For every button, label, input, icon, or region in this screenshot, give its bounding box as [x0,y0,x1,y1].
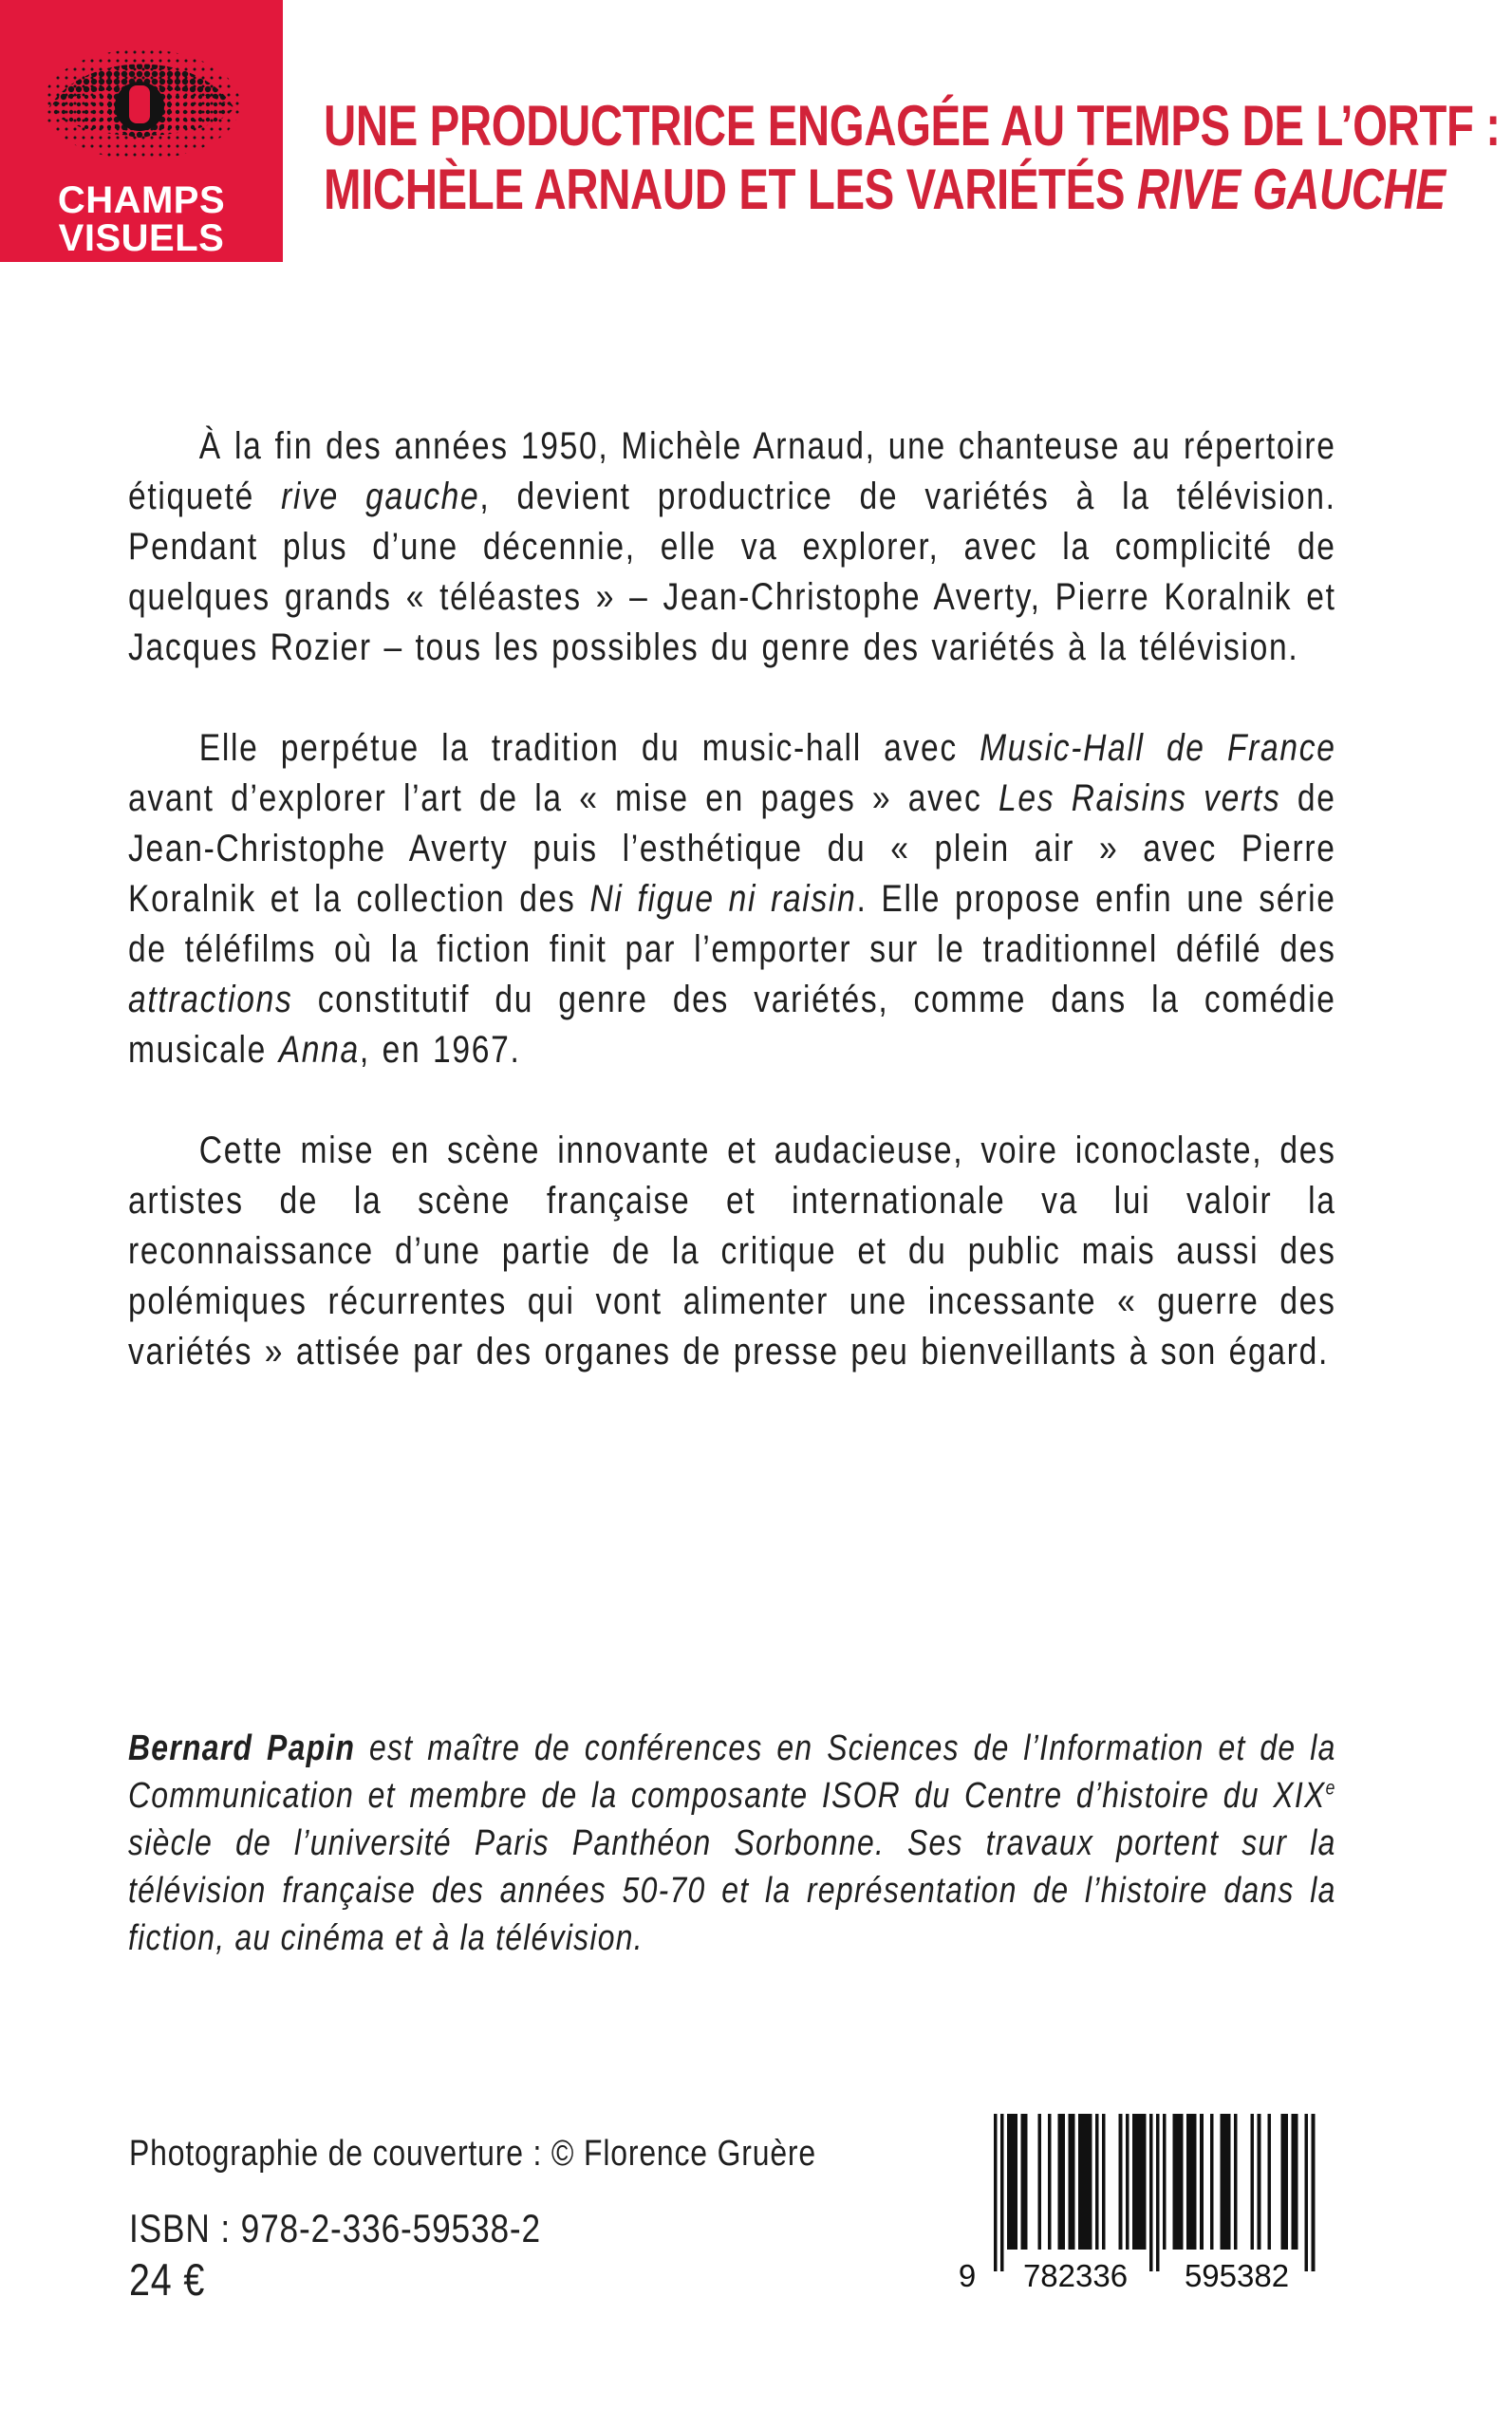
barcode-bar [1143,2114,1147,2250]
text-run: constitutif du genre des variétés, comme dans la comédie musicale [128,979,1336,1071]
text-run: Les Raisins verts [999,777,1281,819]
barcode-bar [1156,2114,1160,2271]
barcode-bar [1305,2114,1309,2271]
isbn: ISBN : 978-2-336-59538-2 [129,2206,541,2250]
text-run: À la fin des années 1950, Michèle Arnaud, une chanteuse au répertoire étiqueté [128,425,1336,517]
barcode-bar [1281,2114,1285,2250]
barcode-bar [1068,2114,1072,2250]
bio-text [128,1725,1336,1962]
text-run: XIX [1273,1776,1326,1816]
barcode-bar [1227,2114,1231,2250]
text-run: Cette mise en scène innovante et audacieuse, voire iconoclaste, des artistes de la scène française et internationale va lui valoir la reconnaissance d’une partie de la critique et du public mais aussi des polémiques récurrentes qui vont alimenter une incessante « guerre des variétés » attisée par des organes de presse peu bienveillants à son égard. [128,1130,1336,1373]
barcode-bar [1007,2114,1011,2250]
text-run: Ni figue ni raisin [589,878,857,920]
book-title [324,94,1501,221]
collection-name [0,181,283,257]
bio-author-name: Bernard Papin [128,1728,356,1768]
barcode-bar [1037,2114,1041,2250]
barcode-bar [1058,2114,1062,2250]
title-line1: UNE PRODUCTRICE ENGAGÉE AU TEMPS DE L’ORTF : [324,94,1501,158]
photo-credit: Photographie de couverture : © Florence Gruère [129,2134,816,2174]
barcode-bar [1149,2114,1153,2271]
barcode-bar [1221,2114,1224,2250]
barcode-bar [1180,2114,1184,2250]
barcode-digit-leading: 9 [958,2258,977,2290]
text-run: . Elle propose enfin une série de téléfilms où la fiction finit par l’emporter sur le traditionnel défilé des [128,878,1336,970]
barcode-bar [1000,2114,1004,2271]
barcode-bar [1284,2114,1288,2250]
barcode-bar [1163,2114,1167,2250]
barcode-bar [1200,2114,1204,2250]
title-line2 [324,158,1501,221]
barcode-bar [1126,2114,1129,2250]
synopsis-paragraph [128,421,1336,673]
barcode-bar [1061,2114,1065,2250]
barcode-bar [1048,2114,1052,2250]
synopsis-paragraph [128,1126,1336,1377]
barcode-bar [1234,2114,1238,2250]
text-run: Elle perpétue la tradition du music-hall avec [198,727,980,769]
barcode-digits-left: 782336 [1022,2258,1129,2290]
barcode-bar [1011,2114,1015,2250]
barcode-bar [994,2114,998,2271]
barcode-bar [1186,2114,1190,2250]
collection-name-line1: CHAMPS [57,179,226,221]
text-run: Music-Hall de France [980,727,1336,769]
barcode-bar [1258,2114,1261,2250]
text-run: attractions [128,979,293,1020]
collection-logo [0,0,283,262]
text-run: Anna [278,1029,360,1071]
barcode-bars [994,2114,1315,2271]
barcode-bar [1189,2114,1193,2250]
barcode-bar [1132,2114,1136,2250]
barcode-bar [1020,2114,1024,2250]
price: 24 € [129,2254,206,2305]
barcode-bar [1072,2114,1075,2250]
barcode-bar [1119,2114,1123,2250]
barcode-bar [1136,2114,1140,2250]
barcode-bar [1173,2114,1177,2250]
barcode-bar [1223,2114,1227,2250]
barcode-bar [1102,2114,1106,2250]
barcode-bar [1251,2114,1255,2250]
barcode-bar [1082,2114,1086,2250]
barcode-bar [1078,2114,1082,2250]
barcode-bar [1295,2114,1298,2250]
synopsis [128,421,1336,1377]
barcode-bar [1024,2114,1028,2250]
text-run: de Jean-Christophe Averty puis l’esthétique du « plein air » avec Pierre Koralnik et la collection des [128,777,1336,920]
collection-name-line2: VISUELS [58,217,225,259]
barcode-bar [1312,2114,1316,2271]
author-bio [128,1725,1336,1962]
barcode-bar [1267,2114,1271,2250]
text-run: siècle de l’université Paris Panthéon Sorbonne. Ses travaux portent sur la télévision française des années 50-70 et la représentation de l’histoire dans la fiction, au cinéma et à la télévision. [128,1823,1336,1958]
barcode-bar [1139,2114,1143,2250]
title-line2-italic: RIVE GAUCHE [1136,158,1446,221]
title-line2-regular: MICHÈLE ARNAUD ET LES VARIÉTÉS [324,158,1137,221]
barcode-bar [1014,2114,1017,2250]
barcode-digits-right: 595382 [1184,2258,1290,2290]
barcode-bar [1085,2114,1089,2250]
eye-icon [37,40,246,168]
barcode-bar [1176,2114,1180,2250]
text-run: , en 1967. [359,1029,521,1071]
text-run: e [1325,1777,1336,1800]
text-run: est maître de conférences en Sciences de l’Information et de la Communication et membre de la composante ISOR du Centre d’histoire du [128,1728,1336,1816]
barcode-bar [1089,2114,1092,2250]
text-run: rive gauche [281,476,480,517]
synopsis-paragraph [128,723,1336,1075]
barcode-bar [1193,2114,1197,2250]
text-run: avant d’explorer l’art de la « mise en pages » avec [128,777,999,819]
barcode-bar [1291,2114,1295,2250]
barcode-bar [1095,2114,1099,2250]
barcode-svg [949,2114,1324,2290]
text-run: , devient productrice de variétés à la télévision. Pendant plus d’une décennie, elle va explorer, avec la complicité de quelques grands « téléastes » – Jean-Christophe Averty, Pierre Koralnik et Jacques Rozier – tous les possibles du genre des variétés à la télévision. [128,476,1336,668]
barcode [949,2114,1324,2290]
barcode-bar [1210,2114,1214,2250]
